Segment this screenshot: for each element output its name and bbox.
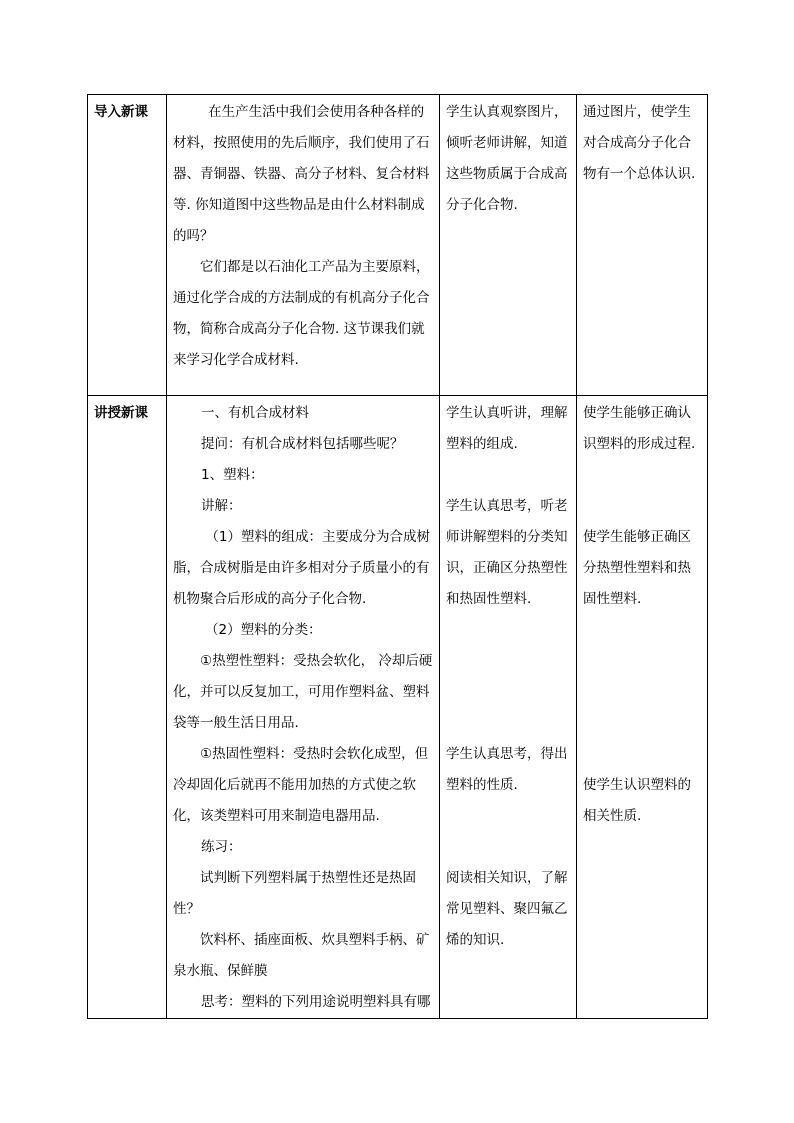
content-line: （2）塑料的分类：: [205, 622, 322, 638]
design-intent-cell: [577, 396, 708, 1019]
content-line: 提问：有机合成材料包括哪些呢？: [201, 436, 404, 452]
content-line: 练习：: [201, 839, 242, 855]
content-paragraph: ①热塑性塑料：受热会软化， 冷却后硬化，并可以反复加工，可用作塑料盆、塑料袋等一般生活日用品.: [173, 653, 433, 731]
content-paragraph: ①热固性塑料：受热时会软化成型，但冷却固化后就再不能用加热的方式使之软化，该类塑料可用来制造电器用品.: [173, 746, 429, 824]
student-activity-text: 学生认真思考，得出塑料的性质.: [446, 746, 568, 793]
table-row: [88, 396, 708, 1019]
lesson-plan-table: [87, 94, 708, 1019]
content-cell: [167, 95, 440, 396]
design-intent-text: 使学生能够正确认识塑料的形成过程.: [583, 405, 696, 452]
section-label: 导入新课: [88, 95, 167, 396]
content-line: 一、有机合成材料: [201, 405, 309, 421]
content-paragraph: 饮料杯、插座面板、炊具塑料手柄、矿泉水瓶、保鲜膜: [173, 932, 430, 979]
design-intent-text: 通过图片，使学生对合成高分子化合物有一个总体认识.: [583, 104, 696, 182]
content-line: 1、塑料：: [201, 467, 264, 483]
student-activity-text: 学生认真思考，听老师讲解塑料的分类知识，正确区分热塑性和热固性塑料.: [446, 498, 568, 607]
student-activity-text: 学生认真观察图片，倾听老师讲解，知道这些物质属于合成高分子化合物.: [446, 104, 568, 213]
content-paragraph: 在生产生活中我们会使用各种各样的材料，按照使用的先后顺序，我们使用了石器、青铜器、铁器、高分子材料、复合材料等. 你知道图中这些物品是由什么材料制成的吗？: [173, 104, 430, 244]
content-paragraph: 试判断下列塑料属于热塑性还是热固性？: [173, 870, 416, 917]
student-activity-text: 学生认真听讲，理解塑料的组成.: [446, 405, 568, 452]
content-cell: [167, 396, 440, 1019]
table-row: [88, 95, 708, 396]
section-label: 讲授新课: [88, 396, 167, 1019]
content-line: 讲解：: [201, 498, 242, 514]
content-paragraph: 它们都是以石油化工产品为主要原料，通过化学合成的方法制成的有机高分子化合物，简称合成高分子化合物. 这节课我们就来学习化学合成材料.: [173, 259, 430, 368]
content-paragraph: （1）塑料的组成：主要成分为合成树脂，合成树脂是由许多相对分子质量小的有机物聚合后形成的高分子化合物.: [173, 529, 430, 607]
design-intent-text: 使学生认识塑料的相关性质.: [583, 777, 691, 824]
design-intent-text: 使学生能够正确区分热塑性塑料和热固性塑料.: [583, 529, 691, 607]
student-activity-cell: [440, 95, 577, 396]
student-activity-text: 阅读相关知识，了解常见塑料、聚四氟乙烯的知识.: [446, 870, 568, 948]
student-activity-cell: [440, 396, 577, 1019]
content-line: 思考：塑料的下列用途说明塑料具有哪: [201, 994, 431, 1010]
design-intent-cell: [577, 95, 708, 396]
